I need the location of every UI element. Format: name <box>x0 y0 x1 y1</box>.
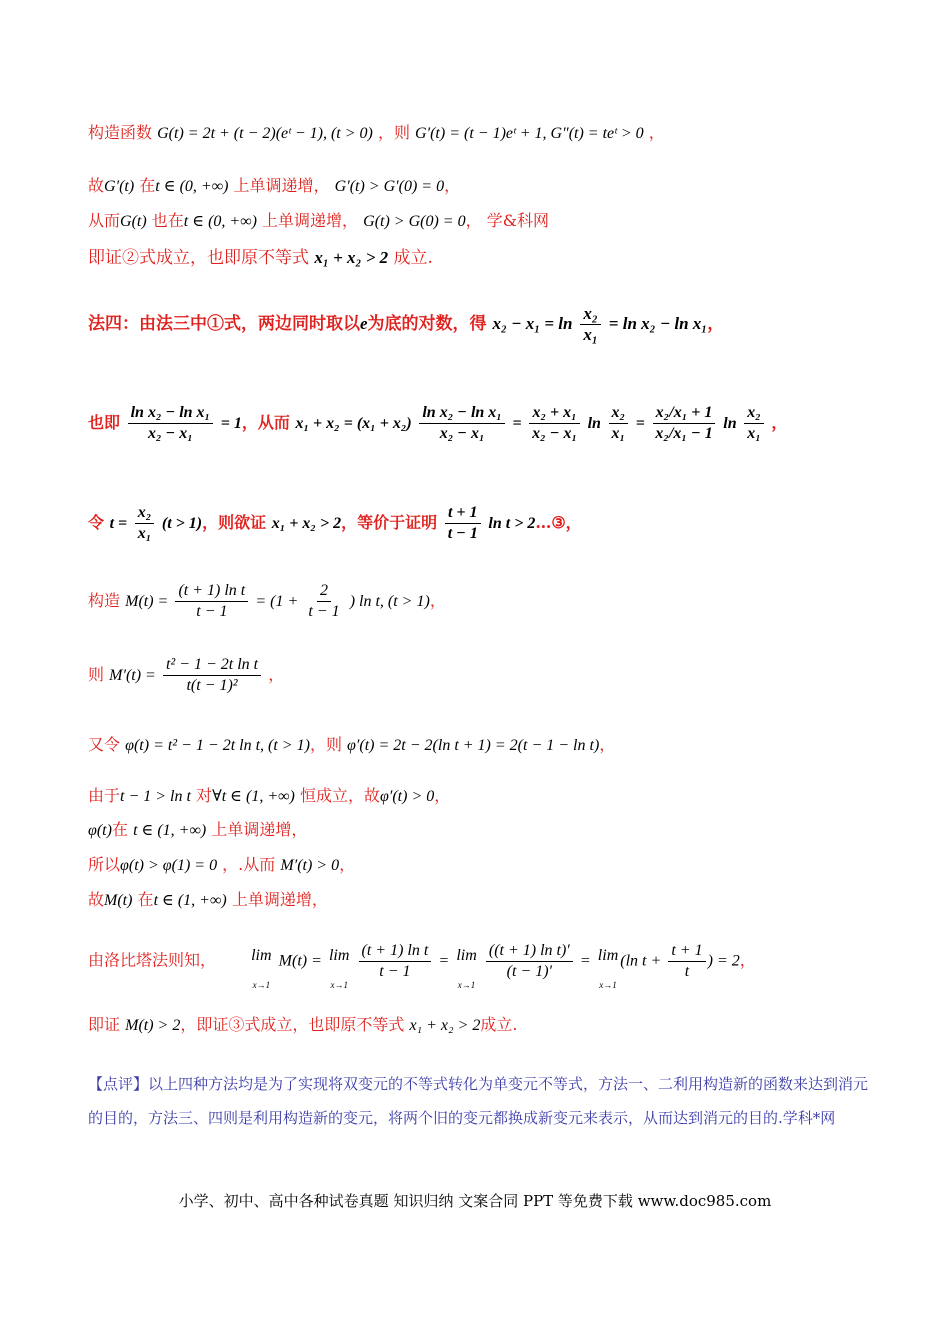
line-13 <box>88 854 355 877</box>
math: G(t) = 2t + (t − 2)(eᵗ − 1), (t > 0) <box>157 125 373 142</box>
numerator: x₂ <box>135 503 155 524</box>
text: 在 <box>137 890 154 909</box>
math: ln <box>587 415 601 432</box>
text: ，.从而 <box>222 855 276 874</box>
math: x₁ + x₂ = (x₁ + x₂) <box>295 415 412 432</box>
math: x₁ + x₂ > 2 <box>271 515 342 532</box>
limit <box>329 932 349 990</box>
math: = <box>512 415 522 432</box>
page-footer <box>0 1190 950 1211</box>
math: (ln t + <box>620 952 662 970</box>
fraction <box>135 503 155 544</box>
math: φ(t) > φ(1) = 0 <box>120 857 218 874</box>
lim-subscript: x→1 <box>330 980 348 990</box>
text: 也在 <box>151 211 184 230</box>
fraction <box>163 655 261 696</box>
text: 即证 <box>88 1015 121 1034</box>
limit <box>251 932 271 990</box>
math: φ′(t) = 2t − 2(ln t + 1) = 2(t − 1 − ln t) <box>347 737 600 754</box>
text: 从而 <box>88 211 121 230</box>
math: = <box>579 952 591 970</box>
math: (t > 1) <box>161 515 203 532</box>
math: ) ln t, (t > 1) <box>349 593 430 610</box>
text: 即证②式成立，也即原不等式 <box>88 248 309 268</box>
math: G′(t) > G′(0) = 0 <box>334 178 445 195</box>
line-5 <box>88 302 724 346</box>
math: φ(t) = t² − 1 − 2t ln t, (t > 1) <box>125 737 310 754</box>
text: ， <box>268 665 285 684</box>
text: 由于 <box>88 786 121 805</box>
text: 在 <box>139 176 156 195</box>
text: 令 <box>88 513 105 532</box>
commentary-text: 【点评】以上四种方法均是为了实现将双变元的不等式转化为单变元不等式，方法一、二利用构造新的函数来达到消元的目的，方法三、四则是利用构造新的变元，将两个旧的变元都换成新变元来表示，从而达到消元的目的.学科*网 <box>88 1075 869 1127</box>
math: x₁ + x₂ > 2 <box>314 248 389 267</box>
math: M(t) > 2 <box>125 1017 181 1034</box>
numerator: ((t + 1) ln t)′ <box>486 941 573 962</box>
math: ∀t ∈ (1, +∞) <box>212 788 295 805</box>
denominator: t(t − 1)² <box>186 677 238 694</box>
text: 故 <box>88 176 105 195</box>
text: 法四：由法三中①式，两边同时取以 <box>88 314 360 334</box>
fraction <box>744 403 764 444</box>
text: 上单调递增， <box>233 176 330 195</box>
denominator: (t − 1)′ <box>506 962 553 980</box>
numerator: (t + 1) ln t <box>175 581 248 602</box>
math: G(t) > G(0) = 0 <box>363 213 466 230</box>
lim-subscript: x→1 <box>252 980 271 990</box>
math: t ∈ (1, +∞) <box>153 892 227 909</box>
text: 所以 <box>88 855 121 874</box>
numerator: x₂/x₁ + 1 <box>653 403 716 424</box>
text: 恒成立，故 <box>299 786 380 805</box>
line-16 <box>88 1014 517 1037</box>
numerator: ln x₂ − ln x₁ <box>128 403 214 424</box>
text: 构造函数 <box>88 123 153 142</box>
math: = 1 <box>220 415 242 432</box>
math: ln t > 2 <box>488 515 536 532</box>
math: = <box>438 952 450 970</box>
denominator: x₁ <box>137 525 152 542</box>
limit <box>598 932 618 990</box>
lim-subscript: x→1 <box>457 980 476 990</box>
math: G(t) <box>120 213 147 230</box>
text: 也即 <box>88 413 121 432</box>
numerator: t² − 1 − 2t ln t <box>163 655 261 676</box>
line-4 <box>88 247 433 269</box>
footer-text: 小学、初中、高中各种试卷真题 知识归纳 文案合同 PPT 等免费下载 www.doc985.com <box>178 1192 772 1210</box>
math: M(t) = <box>278 952 322 970</box>
lim-subscript: x→1 <box>599 980 617 990</box>
text: ， <box>429 591 446 610</box>
text: 为底的对数，得 <box>367 314 487 334</box>
text: 构造 <box>88 591 121 610</box>
math: M(t) = <box>125 593 169 610</box>
fraction <box>668 941 705 982</box>
text: ，则欲证 <box>202 513 267 532</box>
denominator: t − 1 <box>308 603 340 620</box>
line-9 <box>88 652 284 699</box>
denominator: t − 1 <box>196 603 228 620</box>
math: ln <box>723 415 737 432</box>
text: 对 <box>196 786 213 805</box>
math: t − 1 > ln t <box>120 788 191 805</box>
fraction <box>609 403 629 444</box>
fraction <box>419 403 505 444</box>
denominator: x₁ <box>611 425 626 442</box>
math: G′(t) = (t − 1)eᵗ + 1, G″(t) = teᵗ > 0 <box>415 125 644 142</box>
fraction <box>445 503 481 544</box>
text: ， <box>444 176 461 195</box>
fraction <box>529 403 580 444</box>
text: ， <box>648 123 665 142</box>
text: 则 <box>88 665 105 684</box>
math: M′(t) = <box>109 667 156 684</box>
numerator: 2 <box>317 581 331 602</box>
text: 上单调递增， <box>211 820 308 839</box>
numerator: t + 1 <box>445 503 481 524</box>
line-7 <box>88 500 582 547</box>
lim-word: lim <box>597 947 619 964</box>
math: M′(t) > 0 <box>280 857 340 874</box>
denominator: t − 1 <box>379 962 411 980</box>
math: t ∈ (1, +∞) <box>133 822 207 839</box>
math: t ∈ (0, +∞) <box>155 178 229 195</box>
denominator: x₂ − x₁ <box>147 425 193 442</box>
text: ，则 <box>309 735 342 754</box>
text: 在 <box>111 820 128 839</box>
commentary-note <box>88 1067 868 1135</box>
text: ， <box>739 950 756 970</box>
text: ，等价于证明 <box>341 513 438 532</box>
text: 成立. <box>393 248 433 268</box>
line-2 <box>88 175 460 198</box>
math: φ′(t) > 0 <box>379 788 435 805</box>
denominator: x₂ − x₁ <box>439 425 485 442</box>
text: ， <box>434 786 451 805</box>
fraction <box>305 581 342 622</box>
numerator: x₂ <box>609 403 629 424</box>
text: ， <box>339 855 356 874</box>
line-11 <box>88 785 450 808</box>
line-1 <box>88 122 665 145</box>
math: t = <box>109 515 128 532</box>
numerator: x₂ + x₁ <box>529 403 579 424</box>
math: = (1 + <box>255 593 299 610</box>
line-14 <box>88 889 328 912</box>
math: x₁ + x₂ > 2 <box>409 1017 481 1034</box>
line-3 <box>88 210 549 233</box>
math: M(t) <box>104 892 133 909</box>
numerator: ln x₂ − ln x₁ <box>419 403 505 424</box>
watermark-text: 学&科网 <box>486 211 549 230</box>
line-12 <box>88 819 307 842</box>
text: 成立. <box>480 1015 518 1034</box>
fraction <box>175 581 248 622</box>
denominator: t <box>684 962 690 980</box>
line-6 <box>88 378 787 469</box>
numerator: x₂ <box>744 403 764 424</box>
fraction <box>580 304 600 345</box>
line-15 <box>88 932 756 990</box>
line-8 <box>88 578 446 625</box>
math: e <box>360 314 368 333</box>
denominator: x₁ <box>747 425 761 442</box>
text: 由洛比塔法则知， <box>88 950 217 970</box>
text: ，从而 <box>241 413 290 432</box>
numerator: (t + 1) ln t <box>359 941 432 962</box>
math: = <box>635 415 645 432</box>
text: 上单调递增， <box>231 890 328 909</box>
fraction <box>128 403 214 444</box>
text: 故 <box>88 890 105 909</box>
math: φ(t) <box>88 822 112 839</box>
text: ，则 <box>377 123 410 142</box>
math: G′(t) <box>104 178 135 195</box>
line-10 <box>88 734 615 757</box>
fraction <box>359 941 432 982</box>
fraction <box>486 941 573 982</box>
limit <box>456 932 476 990</box>
text: ， <box>465 211 482 230</box>
text: ， <box>599 735 616 754</box>
text: ， <box>707 314 725 334</box>
text: 又令 <box>88 735 121 754</box>
lim-word: lim <box>251 947 272 964</box>
denominator: t − 1 <box>447 525 478 542</box>
text: 上单调递增， <box>262 211 359 230</box>
denominator: x₁ <box>583 325 598 344</box>
fraction <box>652 403 715 444</box>
math: = ln x₂ − ln x₁ <box>608 314 708 333</box>
denominator: x₂/x₁ − 1 <box>655 425 713 442</box>
lim-word: lim <box>456 947 477 964</box>
text: ，即证③式成立，也即原不等式 <box>180 1015 405 1034</box>
text: ， <box>771 413 788 432</box>
math: ) = 2 <box>707 952 740 970</box>
numerator: t + 1 <box>668 941 705 962</box>
math: x₂ − x₁ = ln <box>492 314 573 333</box>
denominator: x₂ − x₁ <box>532 425 578 442</box>
math: t ∈ (0, +∞) <box>183 213 257 230</box>
lim-word: lim <box>328 947 350 964</box>
numerator: x₂ <box>580 304 600 325</box>
text: …③， <box>535 513 582 532</box>
